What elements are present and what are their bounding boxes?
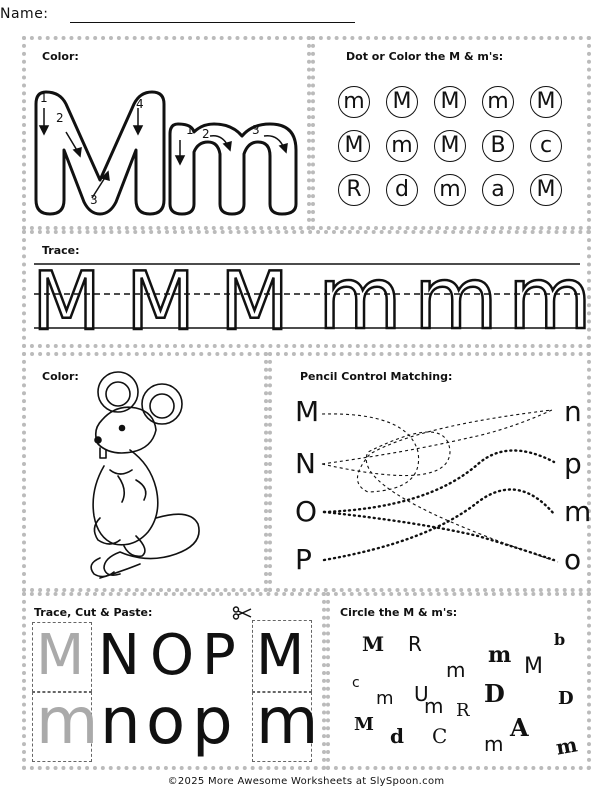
- circle-letter[interactable]: M: [354, 714, 374, 735]
- circle-title: Circle the M & m's:: [340, 606, 458, 619]
- circle-letter[interactable]: m: [424, 694, 444, 718]
- stroke-number-lower-3: 3: [252, 123, 260, 137]
- dot-circle[interactable]: [434, 174, 466, 206]
- dot-circle[interactable]: [482, 130, 514, 162]
- pencil-right-o: o: [564, 543, 582, 576]
- dot-circle[interactable]: [530, 174, 562, 206]
- circle-letter[interactable]: C: [432, 724, 448, 748]
- dot-circle-letter: M: [344, 133, 364, 158]
- tcp-upper-N: N: [98, 623, 140, 688]
- dot-title: Dot or Color the M & m's:: [346, 50, 504, 63]
- circle-letter[interactable]: A: [510, 713, 529, 742]
- dot-circle[interactable]: [386, 86, 418, 118]
- pencil-left-O: O: [295, 495, 318, 528]
- dot-circle-letter: d: [395, 177, 409, 202]
- trace-letter-M-3: M: [220, 255, 290, 348]
- dot-circle[interactable]: [338, 86, 370, 118]
- circle-letter[interactable]: b: [554, 630, 566, 649]
- mouse-illustration: [80, 368, 250, 584]
- circle-letter[interactable]: m: [376, 688, 394, 709]
- circle-letter[interactable]: m: [484, 732, 504, 756]
- dot-circle-letter: M: [440, 133, 460, 158]
- pencil-right-n: n: [564, 395, 582, 428]
- circle-letter[interactable]: D: [484, 679, 505, 708]
- trace-lines: [34, 256, 582, 336]
- dot-circle[interactable]: [434, 86, 466, 118]
- circle-letter[interactable]: U: [414, 682, 429, 706]
- stroke-number-lower-1: 1: [186, 123, 194, 137]
- dot-circle[interactable]: [338, 130, 370, 162]
- tcp-lower-p: p: [192, 685, 233, 759]
- dot-circle[interactable]: [482, 174, 514, 206]
- dot-circle-letter: M: [536, 177, 556, 202]
- tcp-lower-n: n: [100, 685, 141, 759]
- circle-letter[interactable]: R: [456, 700, 470, 721]
- circle-letter[interactable]: m: [554, 732, 580, 760]
- circle-letter[interactable]: M: [524, 654, 543, 679]
- trace-letter-m-1: m: [318, 249, 402, 349]
- dot-circle-letter: c: [539, 133, 553, 158]
- tcp-title: Trace, Cut & Paste:: [34, 606, 153, 619]
- trace-letter-M-1: M: [32, 255, 102, 348]
- pencil-right-m: m: [564, 495, 592, 528]
- footer-credit: ©2025 More Awesome Worksheets at SlySpoon.com: [167, 776, 445, 787]
- scissors-icon: [232, 606, 252, 620]
- tcp-upper-P: P: [202, 623, 236, 688]
- pencil-title: Pencil Control Matching:: [300, 370, 453, 383]
- dot-circle-letter: m: [391, 133, 413, 158]
- mouse-title: Color:: [42, 370, 79, 383]
- circle-letter[interactable]: m: [446, 658, 466, 682]
- dot-circle[interactable]: [386, 130, 418, 162]
- pencil-left-N: N: [295, 447, 316, 480]
- circle-letter[interactable]: D: [558, 688, 574, 709]
- dot-circle-letter: M: [536, 89, 556, 114]
- dot-circle[interactable]: [530, 130, 562, 162]
- matching-lines: [268, 352, 591, 592]
- dot-circle[interactable]: [338, 174, 370, 206]
- name-label: Name:: [0, 6, 49, 22]
- trace-letter-m-3: m: [508, 249, 592, 349]
- pencil-left-P: P: [295, 543, 312, 576]
- tcp-lower-o: o: [146, 685, 186, 759]
- dot-circle[interactable]: [530, 86, 562, 118]
- circle-letter[interactable]: R: [408, 632, 422, 656]
- circle-letter[interactable]: c: [352, 675, 360, 691]
- trace-letter-m-2: m: [414, 249, 498, 349]
- dot-circle-letter: m: [487, 89, 509, 114]
- stroke-number-2: 2: [56, 111, 64, 125]
- tcp-trace-upper: M: [36, 623, 85, 688]
- dot-circle[interactable]: [434, 130, 466, 162]
- tcp-trace-lower: m: [36, 685, 99, 759]
- tcp-upper-O: O: [150, 623, 195, 688]
- circle-letter[interactable]: M: [362, 632, 385, 656]
- dot-circle-letter: a: [491, 177, 505, 202]
- dot-circle-letter: B: [490, 133, 506, 158]
- dot-circle[interactable]: [482, 86, 514, 118]
- stroke-number-lower-2: 2: [202, 127, 210, 141]
- circle-letter[interactable]: d: [390, 724, 404, 748]
- stroke-number-3: 3: [90, 193, 98, 207]
- tcp-paste-upper: M: [256, 623, 305, 688]
- stroke-number-1: 1: [40, 91, 48, 105]
- big-letters-outline: [28, 80, 306, 228]
- dot-circle[interactable]: [386, 174, 418, 206]
- pencil-left-M: M: [295, 395, 320, 428]
- dot-circle-letter: m: [343, 89, 365, 114]
- dot-circle-letter: R: [346, 177, 362, 202]
- stroke-number-4: 4: [136, 97, 144, 111]
- dot-circle-letter: m: [439, 177, 461, 202]
- dot-circle-letter: M: [440, 89, 460, 114]
- circle-letter[interactable]: m: [488, 642, 512, 668]
- dot-circle-letter: M: [392, 89, 412, 114]
- tcp-paste-lower: m: [256, 685, 319, 759]
- color-title: Color:: [42, 50, 79, 63]
- name-line[interactable]: [70, 22, 355, 23]
- trace-letter-M-2: M: [126, 255, 196, 348]
- trace-title: Trace:: [42, 244, 80, 257]
- pencil-right-p: p: [564, 447, 582, 480]
